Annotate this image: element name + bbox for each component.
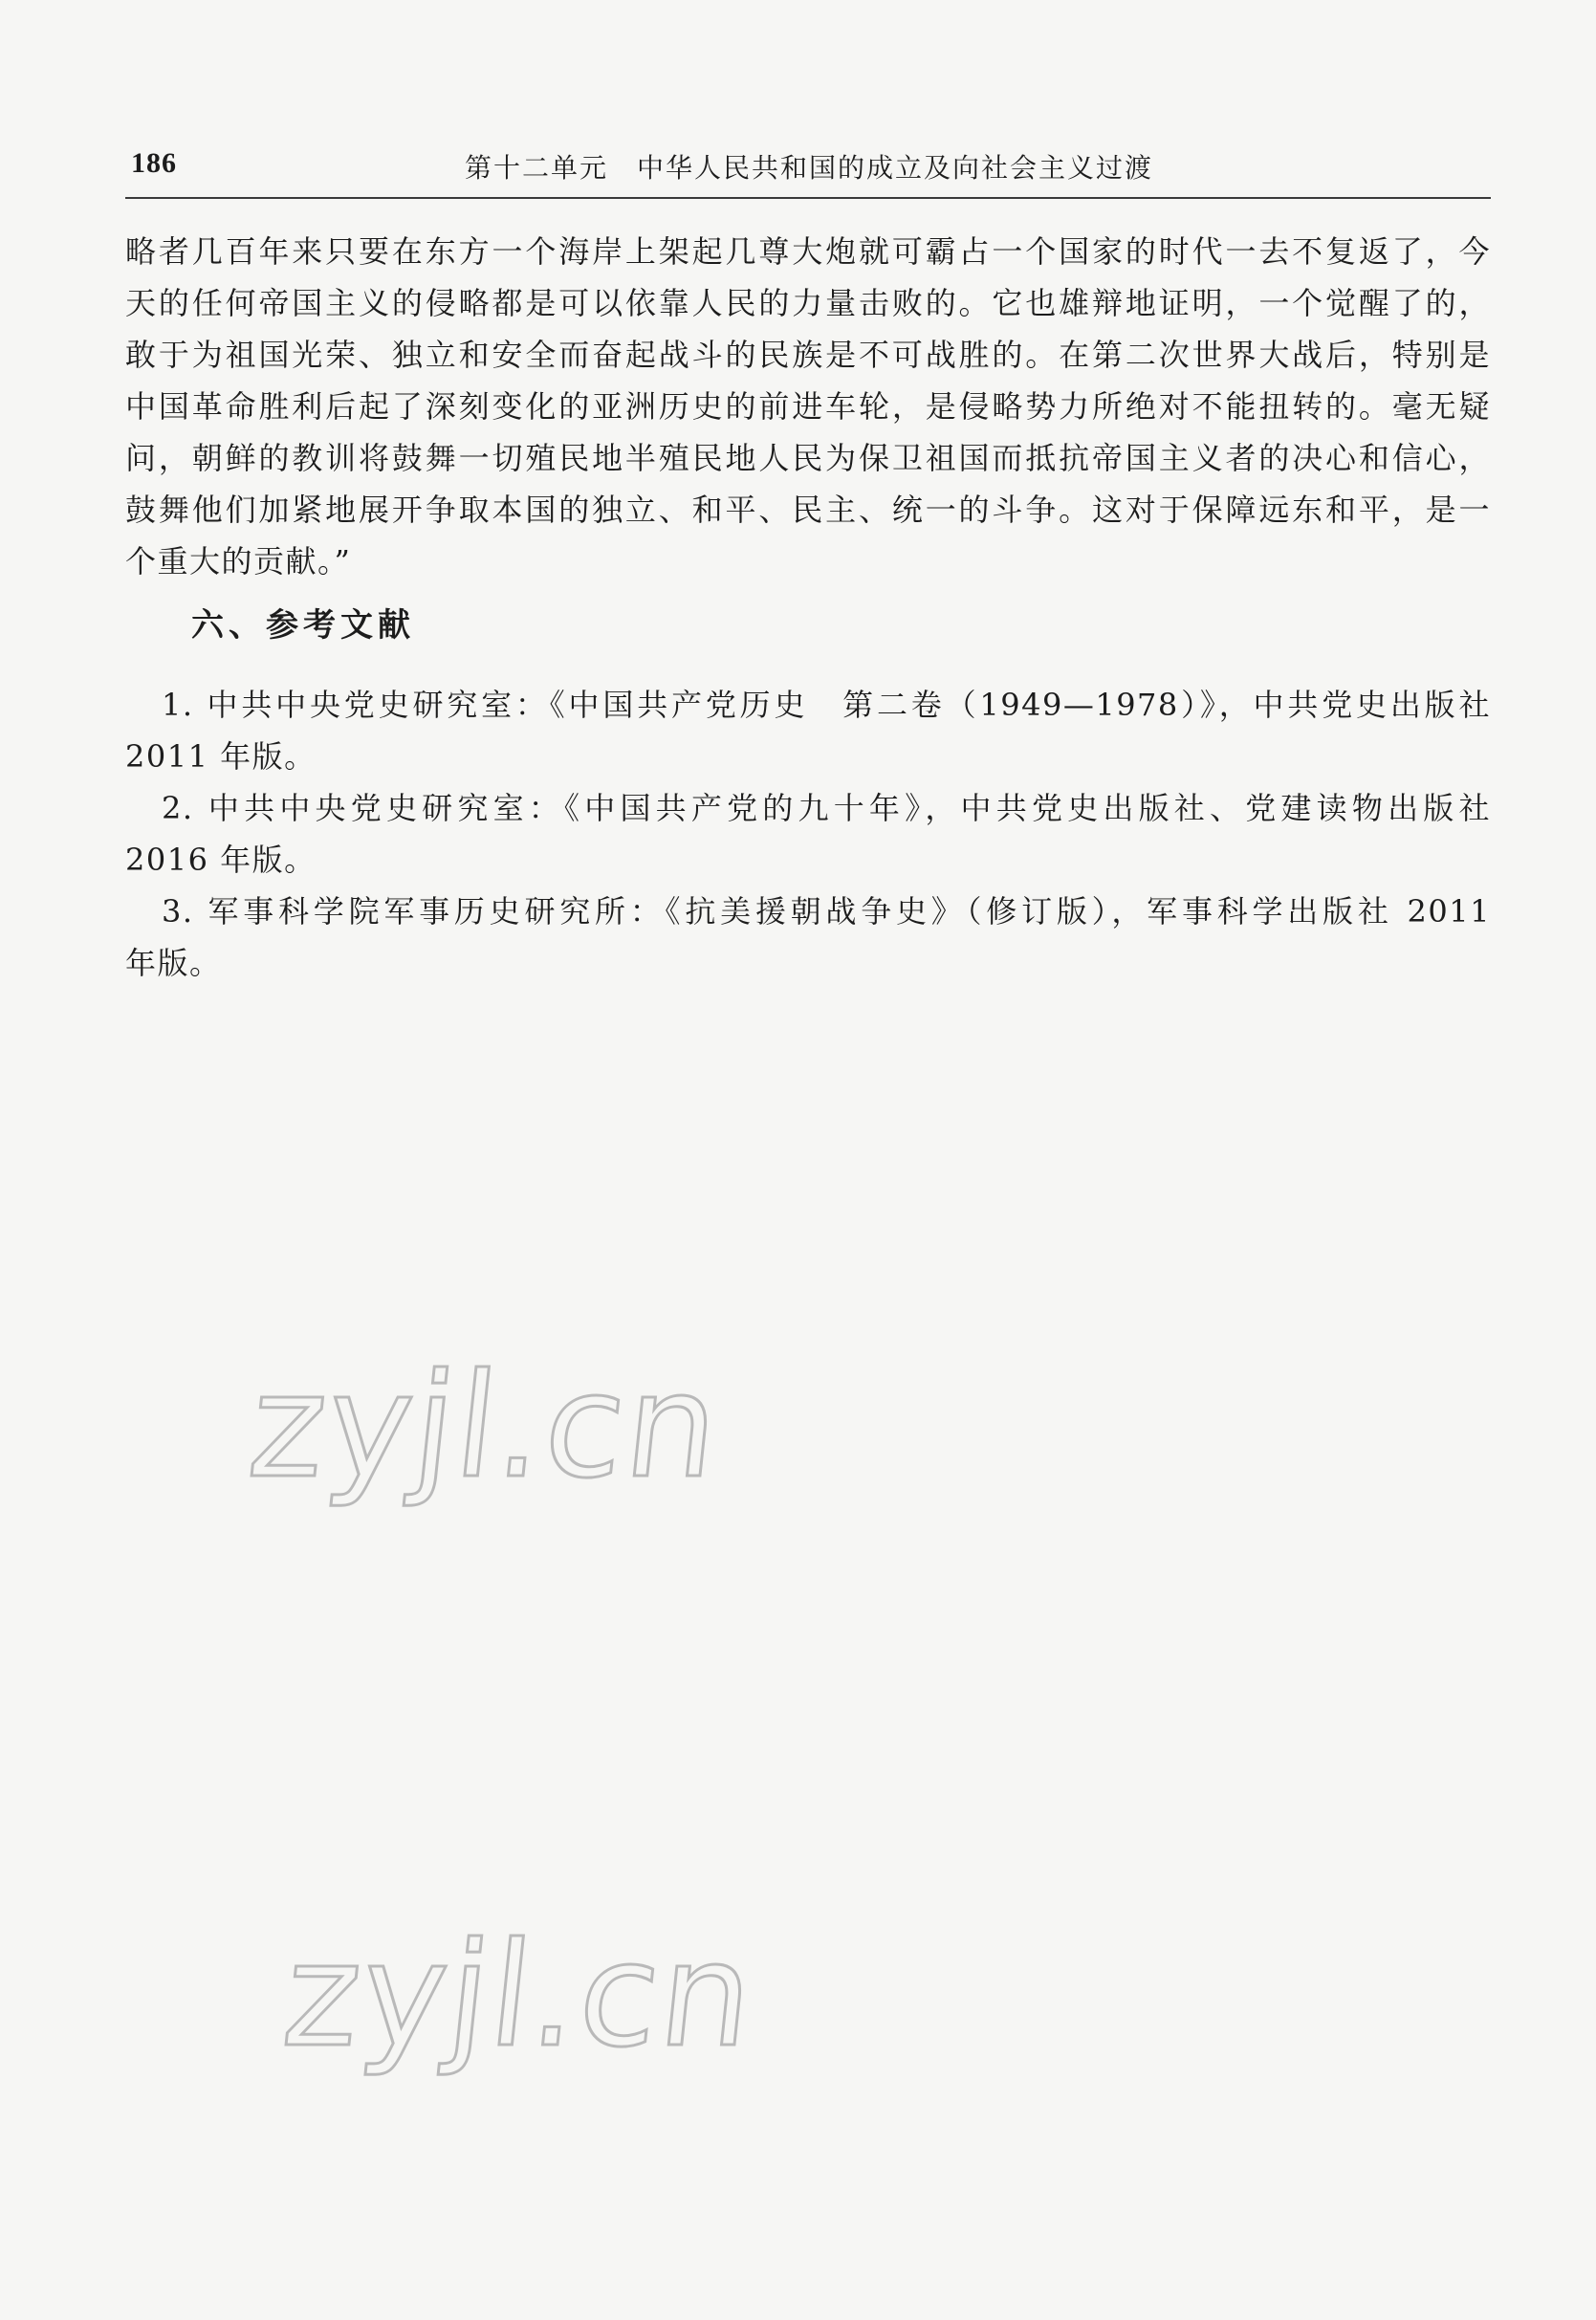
body-paragraph [125, 226, 1491, 587]
section-heading: 六、参考文献 [191, 606, 415, 645]
body-line: 问，朝鲜的教训将鼓舞一切殖民地半殖民地人民为保卫祖国而抵抗帝国主义者的决心和信心， [125, 440, 1491, 476]
reference-item [125, 886, 1491, 989]
reference-list [125, 679, 1491, 989]
body-line: 天的任何帝国主义的侵略都是可以依靠人民的力量击败的。它也雄辩地证明，一个觉醒了的， [125, 285, 1491, 321]
page-number: 186 [131, 147, 177, 179]
reference-line: 1. 中共中央党史研究室：《中国共产党历史 第二卷（1949—1978）》，中共党史出版社 [162, 687, 1491, 723]
watermark: zyjl.cn [275, 1913, 763, 2079]
reference-line: 2. 中共中央党史研究室：《中国共产党的九十年》，中共党史出版社、党建读物出版社 [162, 790, 1491, 826]
body-line: 鼓舞他们加紧地展开争取本国的独立、和平、民主、统一的斗争。这对于保障远东和平，是一 [125, 492, 1491, 528]
reference-line: 2016 年版。 [125, 842, 317, 878]
reference-line: 2011 年版。 [125, 738, 317, 775]
body-line: 略者几百年来只要在东方一个海岸上架起几尊大炮就可霸占一个国家的时代一去不复返了，今 [125, 233, 1491, 270]
body-line: 敢于为祖国光荣、独立和安全而奋起战斗的民族是不可战胜的。在第二次世界大战后，特别是 [125, 337, 1491, 373]
reference-item [125, 679, 1491, 782]
reference-line: 3. 军事科学院军事历史研究所：《抗美援朝战争史》（修订版），军事科学出版社 2011 [162, 893, 1491, 930]
running-title: 第十二单元 中华人民共和国的成立及向社会主义过渡 [465, 152, 1154, 184]
watermark: zyjl.cn [241, 1344, 729, 1510]
body-line: 个重大的贡献。” [125, 543, 352, 580]
reference-line: 年版。 [125, 945, 222, 981]
page-header [125, 142, 1491, 199]
body-line: 中国革命胜利后起了深刻变化的亚洲历史的前进车轮，是侵略势力所绝对不能扭转的。毫无疑 [125, 388, 1491, 425]
reference-item [125, 782, 1491, 886]
